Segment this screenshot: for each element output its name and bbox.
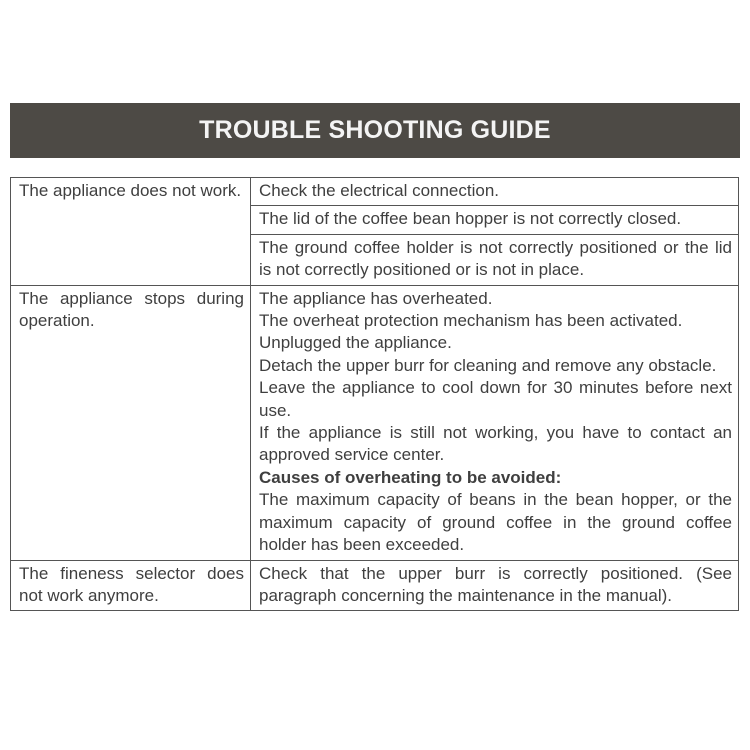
problem-cell: The appliance stops during operation. — [11, 285, 251, 560]
solution-line: Detach the upper burr for cleaning and remove any obstacle. — [259, 355, 717, 375]
solution-line: Leave the appliance to cool down for 30 minutes before next use. — [259, 378, 732, 420]
table-row — [11, 560, 739, 611]
page-title: TROUBLE SHOOTING GUIDE — [199, 116, 551, 144]
trouble-shooting-table — [10, 177, 739, 611]
title-banner — [10, 103, 740, 158]
causes-heading: Causes of overheating to be avoided: — [259, 467, 562, 487]
solution-line: The maximum capacity of beans in the bean hopper, or the maximum capacity of ground coffee in the ground coffee holder has been exceeded. — [259, 490, 732, 555]
solution-cell: The lid of the coffee bean hopper is not correctly closed. — [251, 206, 739, 234]
solution-cell: Check that the upper burr is correctly positioned. (See paragraph concerning the maintenance in the manual). — [251, 560, 739, 611]
solution-line: If the appliance is still not working, you have to contact an approved service center. — [259, 423, 732, 465]
table-row — [11, 178, 739, 206]
solution-line: The overheat protection mechanism has been activated. — [259, 311, 683, 331]
solution-cell: Check the electrical connection. — [251, 178, 739, 206]
table-row — [11, 285, 739, 560]
solution-line: Unplugged the appliance. — [259, 333, 452, 353]
solution-line: The appliance has overheated. — [259, 288, 493, 308]
problem-cell: The fineness selector does not work anymore. — [11, 560, 251, 611]
solution-cell — [251, 285, 739, 560]
solution-cell: The ground coffee holder is not correctly positioned or the lid is not correctly positioned or is not in place. — [251, 234, 739, 285]
problem-cell: The appliance does not work. — [11, 178, 251, 286]
